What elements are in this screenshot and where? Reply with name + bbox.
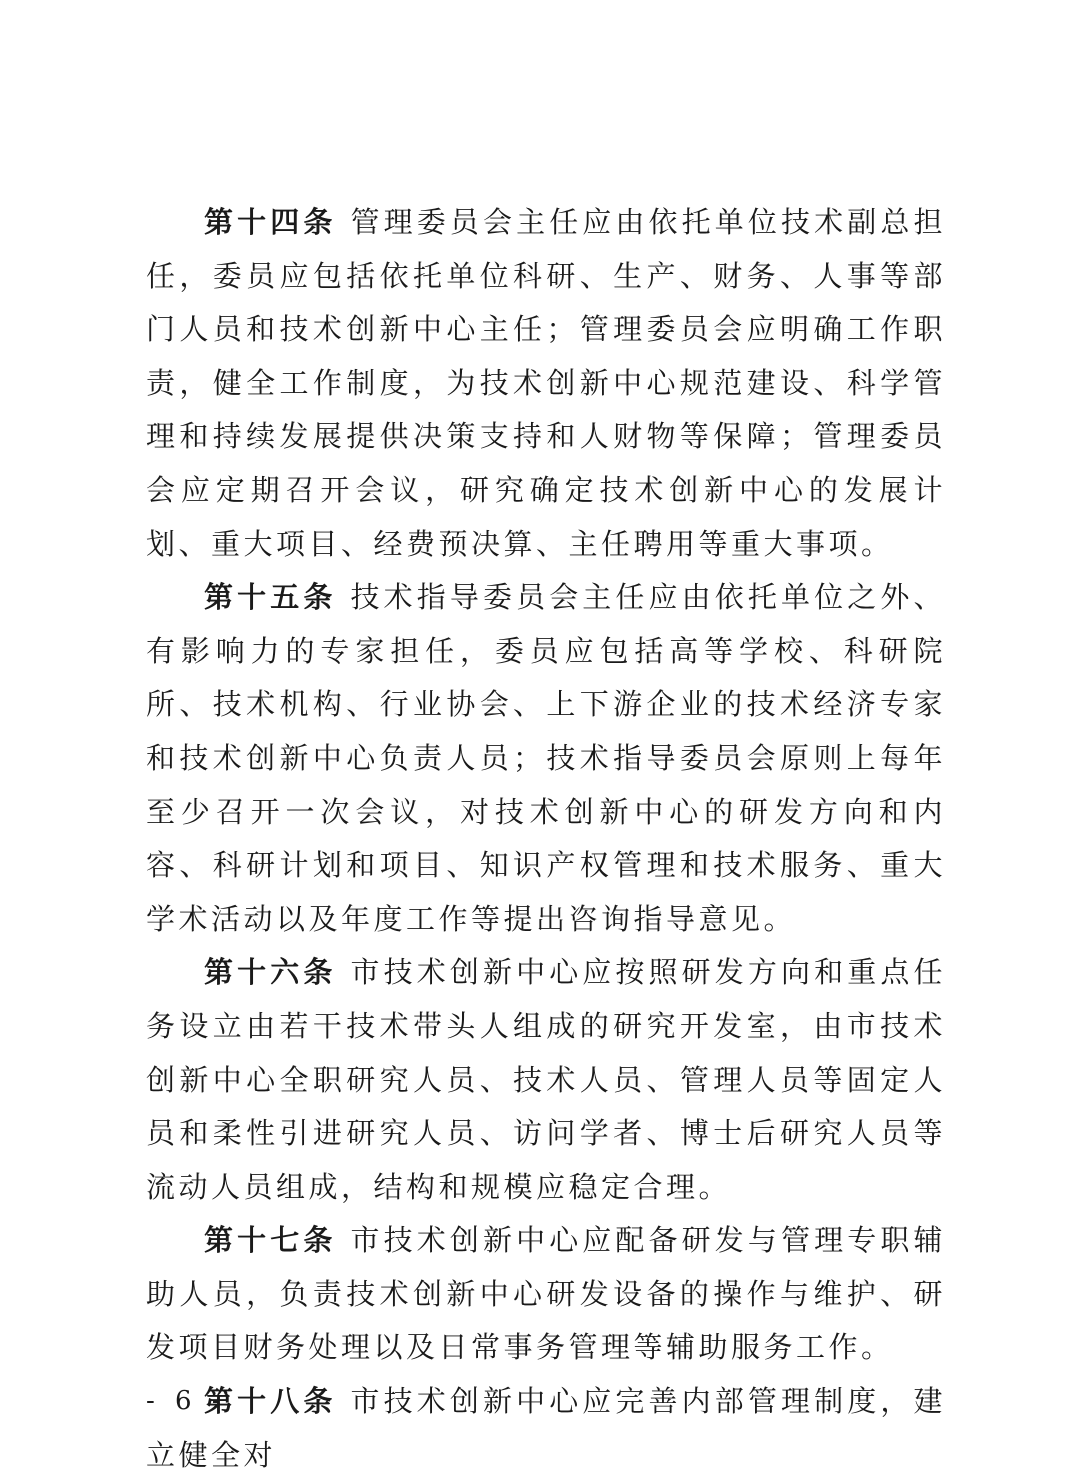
article-text: 市技术创新中心应完善内部管理制度，建立健全对 (146, 1384, 946, 1472)
article-18 (146, 1375, 946, 1482)
article-heading: 第十五条 (204, 580, 337, 615)
article-15 (146, 571, 946, 946)
article-heading: 第十八条 (204, 1384, 337, 1419)
article-text: 管理委员会主任应由依托单位技术副总担任，委员应包括依托单位科研、生产、财务、人事等部门人员和技术创新中心主任；管理委员会应明确工作职责，健全工作制度，为技术创新中心规范建设、科学管理和持续发展提供决策支持和人财物等保障；管理委员会应定期召开会议，研究确定技术创新中心的发展计划、重大项目、经费预决算、主任聘用等重大事项。 (146, 205, 946, 561)
article-heading: 第十六条 (204, 955, 337, 990)
article-14 (146, 196, 946, 571)
article-17 (146, 1214, 946, 1375)
article-heading: 第十四条 (204, 205, 337, 239)
article-heading: 第十七条 (204, 1223, 337, 1258)
document-body (146, 196, 946, 1482)
article-text: 技术指导委员会主任应由依托单位之外、有影响力的专家担任，委员应包括高等学校、科研院所、技术机构、行业协会、上下游企业的技术经济专家和技术创新中心负责人员；技术指导委员会原则上每年至少召开一次会议，对技术创新中心的研发方向和内容、科研计划和项目、知识产权管理和技术服务、重大学术活动以及年度工作等提出咨询指导意见。 (146, 580, 946, 936)
article-text: 市技术创新中心应按照研发方向和重点任务设立由若干技术带头人组成的研究开发室，由市技术创新中心全职研究人员、技术人员、管理人员等固定人员和柔性引进研究人员、访问学者、博士后研究人员等流动人员组成，结构和规模应稳定合理。 (146, 955, 946, 1204)
article-16 (146, 946, 946, 1214)
article-text: 市技术创新中心应配备研发与管理专职辅助人员，负责技术创新中心研发设备的操作与维护、研发项目财务处理以及日常事务管理等辅助服务工作。 (146, 1223, 946, 1365)
page-number: - 6 - (146, 1386, 227, 1416)
